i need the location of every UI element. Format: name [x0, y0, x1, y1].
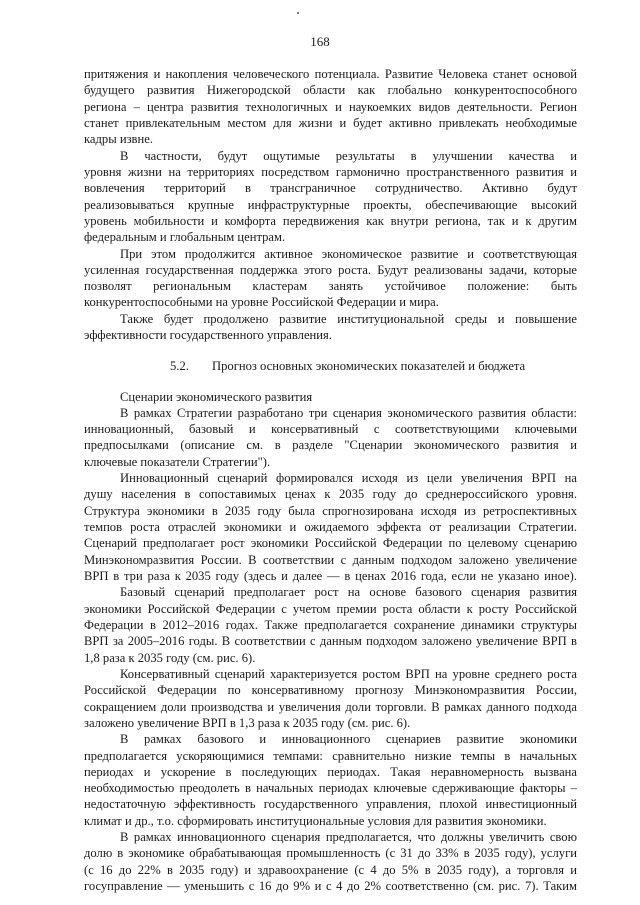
text-line: периодах и ускорение в последующих периодах. Такая неравномерность вызвана	[84, 764, 577, 779]
text-line: Также будет продолжено развитие институциональной среды и повышение	[120, 311, 577, 326]
text-line: госуправление — уменьшить с 16 до 9% и с 4 до 2% соответственно (см. рис. 7). Таким	[84, 879, 577, 893]
text-line: федеральным и глобальным центрам.	[84, 230, 286, 245]
text-line: уровень мобильности и комфорта передвижения как внутри региона, так и к другим	[84, 213, 577, 228]
text-line: ключевые показатели Стратегии").	[84, 454, 271, 469]
text-line: предполагается ускоряющимися темпами: сравнительно низкие темпы в начальных	[84, 748, 577, 763]
text-line: В рамках инновационного сценария предполагается, что должны увеличить свою	[120, 830, 577, 844]
text-line: При этом продолжится активное экономическое развитие и соответствующая	[120, 246, 577, 261]
text-line: конкурентоспособными на уровне Российской Федерации и мира.	[84, 295, 439, 310]
text-line: (с 16 до 22% в 2035 году) и здравоохранение (с 4 до 5% в 2035 году), а торговля и	[84, 862, 577, 877]
text-line: позволят региональным кластерам занять устойчивое положение: быть	[84, 279, 577, 294]
text-line: Структура экономики в 2035 году была спрогнозирована исходя из ретроспективных	[84, 503, 577, 518]
text-line: Российской Федерации по консервативному прогнозу Минэкономразвития России,	[84, 683, 577, 698]
text-line: ВРП в три раза к 2035 году (здесь и далее — в ценах 2016 года, если не указано иное).	[84, 569, 577, 583]
subsection-title: Сценарии экономического развития	[120, 389, 313, 404]
text-line: 1,8 раза к 2035 году (см. рис. 6).	[84, 650, 256, 665]
text-line: Консервативный сценарий характеризуется ростом ВРП на уровне среднего роста	[120, 666, 577, 681]
text-line: эффективности государственного управления.	[84, 328, 332, 343]
text-line: региона – центра развития технологичных и наукоемких видов деятельности. Регион	[84, 99, 577, 114]
text-line: уровня жизни на территориях посредством гармонично пространственного развития и	[84, 164, 577, 179]
text-line: темпов роста отраслей экономики и ожидаемого эффекта от реализации Стратегии.	[84, 520, 577, 534]
text-line: Инновационный сценарий формировался исходя из цели увеличения ВРП на	[120, 471, 577, 486]
text-line: станет привлекательным местом для жизни и будет активно привлекать необходимые	[84, 116, 577, 130]
text-line: необходимостью преодолеть в начальных периодах ключевые сдерживающие факторы –	[84, 781, 577, 796]
text-line: кадры извне.	[84, 132, 153, 147]
text-line: Сценарий предполагает рост экономики Российской Федерации по целевому сценарию	[84, 536, 577, 551]
text-line: ВРП за 2005–2016 годы. В соответствии с данным подходом заложено увеличение ВРП в	[84, 634, 577, 649]
page-number: 168	[310, 34, 330, 49]
text-line: будущего развития Нижегородской области как глобально конкурентоспособного	[84, 83, 577, 98]
text-line: вовлечения территорий в трансграничное сотрудничество. Активно будут	[84, 181, 577, 196]
text-line: В частности, будут ощутимые результаты в улучшении качества и	[120, 148, 577, 163]
text-line: усиленная государственная поддержка этого роста. Будут реализованы задачи, которые	[84, 262, 577, 277]
text-line: притяжения и накопления человеческого потенциала. Развитие Человека станет основой	[84, 67, 577, 81]
text-line: предпосылками (описание см. в разделе "Сценарии экономического развития и	[84, 438, 577, 453]
text-line: недостаточную эффективность государственного управления, плохой инвестиционный	[84, 797, 577, 812]
text-line: Базовый сценарий предполагает рост на основе базового сценария развития	[120, 585, 577, 600]
text-line: инновационный, базовый и консервативный с соответствующими ключевыми	[84, 422, 577, 437]
text-line: В рамках Стратегии разработано три сценария экономического развития области:	[120, 405, 577, 420]
text-line: душу населения в сопоставимых ценах к 2035 году до среднероссийского уровня.	[84, 487, 577, 502]
text-line: сокращением доли производства и увеличения доли торговли. В рамках данного подхода	[84, 699, 577, 714]
text-line: долю в экономике обрабатывающая промышленность (с 31 до 33% в 2035 году), услуги	[84, 846, 577, 861]
text-line: Минэкономразвития России. В соответствии с данным подходом заложено увеличение	[84, 552, 577, 567]
text-line: реализовываться крупные инфраструктурные проекты, обеспечивающие высокий	[84, 197, 577, 212]
text-line: заложено увеличение ВРП в 1,3 раза к 2035 году (см. рис. 6).	[84, 715, 411, 730]
text-line: Федерации в 2012–2016 годах. Также предполагается сохранение динамики структуры	[84, 617, 577, 632]
scan-speck	[297, 12, 299, 14]
text-line: экономики Российской Федерации с учетом премии роста области к росту Российской	[84, 601, 577, 616]
section-title: Прогноз основных экономических показателей и бюджета	[212, 358, 526, 373]
text-line: В рамках базового и инновационного сценариев развитие экономики	[120, 732, 577, 747]
text-line: климат и др., т.о. сформировать институциональные условия для развития экономики.	[84, 813, 547, 828]
section-number: 5.2.	[170, 358, 189, 373]
